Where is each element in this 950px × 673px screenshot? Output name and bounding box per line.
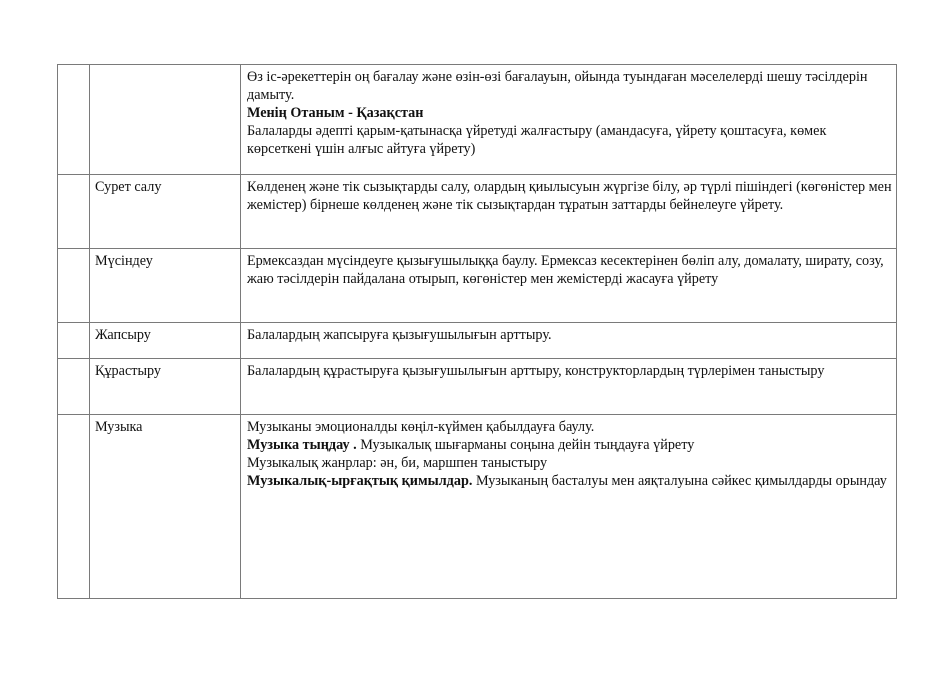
table-row <box>58 359 897 415</box>
content-cell <box>241 249 897 323</box>
section-heading: Менің Отаным - Қазақстан <box>247 105 424 121</box>
table-row <box>58 249 897 323</box>
content-text: Ермексаздан мүсіндеуге қызығушылыққа баулу. Ермексаз кесектерінен бөліп алу, домалату, ширату, созу, жаю тәсілдерін пайдалана отырып, көгөністер мен жемістерді жасауға үйрету <box>247 253 884 287</box>
content-text: Балалардың жапсыруға қызығушылығын арттыру. <box>247 327 552 343</box>
content-text: Көлденең және тік сызықтарды салу, олардың қиылысуын жүргізе білу, әр түрлі пішіндегі (көгөністер мен жемістер) бірнеше көлденең және тік сызықтардан тұратын заттарды бейнелеуге үйрету. <box>247 179 892 213</box>
content-cell <box>241 175 897 249</box>
subject-cell: Құрастыру <box>90 359 241 415</box>
empty-cell <box>58 249 90 323</box>
subject-cell: Сурет салу <box>90 175 241 249</box>
content-text: Балаларды әдепті қарым-қатынасқа үйретуді жалғастыру (амандасуға, үйрету қоштасуға, көмек көрсеткені үшін алғыс айтуға үйрету) <box>247 123 827 157</box>
table-row <box>58 65 897 175</box>
rhythmic-heading: Музыкалық-ырғақтық қимылдар. <box>247 473 473 489</box>
listening-line <box>247 436 892 454</box>
subject-cell: Музыка <box>90 415 241 599</box>
empty-cell <box>58 323 90 359</box>
content-text: Балалардың құрастыруға қызығушылығын арттыру, конструкторлардың түрлерімен таныстыру <box>247 363 825 379</box>
content-cell <box>241 65 897 175</box>
empty-cell <box>58 175 90 249</box>
listening-text: Музыкалық шығарманы соңына дейін тыңдауға үйрету <box>356 437 695 453</box>
empty-cell <box>58 415 90 599</box>
subject-cell: Жапсыру <box>90 323 241 359</box>
rhythmic-line <box>247 472 892 490</box>
listening-heading: Музыка тыңдау . <box>247 437 357 453</box>
table-row <box>58 175 897 249</box>
content-text: Музыканы эмоционалды көңіл-күймен қабылдауға баулу. <box>247 419 595 435</box>
curriculum-table <box>57 64 897 599</box>
content-cell <box>241 359 897 415</box>
subject-cell: Мүсіндеу <box>90 249 241 323</box>
empty-cell <box>58 65 90 175</box>
content-cell <box>241 323 897 359</box>
subject-cell <box>90 65 241 175</box>
empty-cell <box>58 359 90 415</box>
rhythmic-text: Музыканың басталуы мен аяқталуына сәйкес қимылдарды орындау <box>472 473 887 489</box>
content-cell <box>241 415 897 599</box>
table-row <box>58 415 897 599</box>
table-row <box>58 323 897 359</box>
genres-text: Музыкалық жанрлар: ән, би, маршпен таныстыру <box>247 455 548 471</box>
content-text: Өз іс-әрекеттерін оң бағалау және өзін-өзі бағалауын, ойында туындаған мәселелерді шешу тәсілдерін дамыту. <box>247 69 868 103</box>
